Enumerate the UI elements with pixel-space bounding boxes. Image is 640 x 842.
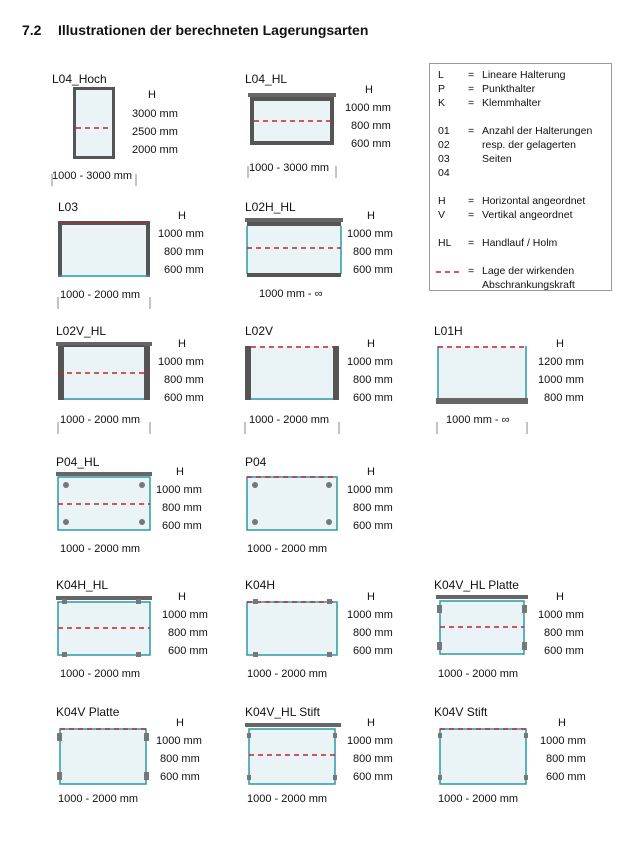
- glass-clamp-vertical-pin-icon: [434, 705, 624, 825]
- cell-title: L02V: [245, 324, 274, 338]
- diagram-cell-l04-hoch: L04_Hoch H 3000 mm 2500 mm 2000 mm 1000 - 3000 mm: [52, 72, 242, 192]
- width-range: 1000 - 2000 mm: [60, 543, 141, 555]
- diagram-cell-l02v-hl: L02V_HL H 1000 mm 800 mm 600 mm 1000 - 2000 mm: [56, 324, 246, 444]
- cell-title: L02H_HL: [245, 200, 296, 214]
- cell-title: P04: [245, 455, 267, 469]
- cell-title: K04V_HL Stift: [245, 705, 320, 719]
- width-range: 1000 - 2000 mm: [58, 793, 139, 805]
- diagram-cell-l03: L03 H 1000 mm 800 mm 600 mm 1000 - 2000 mm: [58, 200, 248, 320]
- diagram-cell-k04v-stift: K04V Stift H 1000 mm 800 mm 600 mm 1000 - 2000 mm: [434, 705, 624, 825]
- cell-title: K04H_HL: [56, 578, 109, 592]
- glass-point-four-icon: [245, 455, 435, 575]
- glass-linear-vertical-handrail-icon: [56, 324, 246, 444]
- width-range: 1000 - 2000 mm: [60, 289, 141, 301]
- glass-linear-bottom-icon: [434, 324, 624, 444]
- width-range: 1000 - 2000 mm: [438, 668, 519, 680]
- cell-title: P04_HL: [56, 455, 100, 469]
- width-range: 1000 - 2000 mm: [247, 793, 328, 805]
- cell-title: K04V Stift: [434, 705, 488, 719]
- diagram-cell-l01h: L01H H 1200 mm 1000 mm 800 mm 1000 mm - ∞: [434, 324, 624, 444]
- cell-title: K04H: [245, 578, 276, 592]
- width-range: 1000 mm - ∞: [446, 414, 510, 426]
- diagram-cell-k04h: K04H H 1000 mm 800 mm 600 mm 1000 - 2000 mm: [245, 578, 435, 698]
- width-range: 1000 - 2000 mm: [438, 793, 519, 805]
- glass-clamp-vertical-plate-icon: [56, 705, 246, 825]
- glass-linear-vertical-icon: [245, 324, 435, 444]
- diagram-cell-p04: P04 H 1000 mm 800 mm 600 mm 1000 - 2000 mm: [245, 455, 435, 575]
- cell-title: L04_Hoch: [52, 72, 107, 86]
- legend-box: L = Lineare Halterung P = Punkthalter K = Klemmhalter 01 = Anzahl der Halterungen 02 resp. der gelagerten 03 Seiten 04 H = Horizontal angeordnet V = Vertikal angeordnet HL = Handlauf / Holm = Lage der wirkenden Abschrankungskraft: [429, 63, 612, 291]
- width-range: 1000 - 2000 mm: [247, 668, 328, 680]
- width-range: 1000 - 2000 mm: [60, 414, 141, 426]
- cell-title: L01H: [434, 324, 463, 338]
- glass-linear-three-sides-icon: [58, 200, 248, 320]
- glass-clamp-horizontal-handrail-icon: [56, 578, 246, 698]
- width-range: 1000 mm - ∞: [259, 288, 323, 300]
- cell-title: L03: [58, 200, 79, 214]
- glass-linear-horizontal-handrail-icon: [245, 200, 435, 320]
- diagram-cell-l02h-hl: L02H_HL H 1000 mm 800 mm 600 mm 1000 mm - ∞: [245, 200, 435, 320]
- diagram-cell-k04h-hl: K04H_HL H 1000 mm 800 mm 600 mm 1000 - 2000 mm: [56, 578, 246, 698]
- dashed-line-icon: [436, 270, 460, 274]
- page-title: [22, 22, 368, 38]
- cell-title: L04_HL: [245, 72, 288, 86]
- width-range: 1000 - 2000 mm: [60, 668, 141, 680]
- diagram-cell-k04v-hl-platte: K04V_HL Platte H 1000 mm 800 mm 600 mm 1000 - 2000 mm: [434, 578, 624, 698]
- cell-title: K04V_HL Platte: [434, 578, 519, 592]
- diagram-cell-k04v-hl-stift: K04V_HL Stift H 1000 mm 800 mm 600 mm 1000 - 2000 mm: [245, 705, 435, 825]
- diagram-cell-l02v: L02V H 1000 mm 800 mm 600 mm 1000 - 2000 mm: [245, 324, 435, 444]
- section-title: Illustrationen der berechneten Lagerungsarten: [58, 22, 369, 38]
- diagram-cell-l04-hl: L04_HL H 1000 mm 800 mm 600 mm 1000 - 3000 mm: [245, 72, 435, 192]
- width-range: 1000 - 3000 mm: [52, 170, 133, 182]
- cell-title: K04V Platte: [56, 705, 120, 719]
- glass-linear-frame-handrail-icon: [245, 72, 435, 192]
- section-number: 7.2: [22, 22, 42, 38]
- glass-point-handrail-icon: [56, 455, 246, 575]
- width-range: 1000 - 2000 mm: [247, 543, 328, 555]
- diagram-cell-k04v-platte: K04V Platte H 1000 mm 800 mm 600 mm 1000 - 2000 mm: [56, 705, 246, 825]
- diagram-cell-p04-hl: P04_HL H 1000 mm 800 mm 600 mm 1000 - 2000 mm: [56, 455, 246, 575]
- cell-title: L02V_HL: [56, 324, 107, 338]
- glass-clamp-vertical-handrail-plate-icon: [434, 578, 624, 698]
- width-range: 1000 - 3000 mm: [249, 162, 330, 174]
- width-range: 1000 - 2000 mm: [249, 414, 330, 426]
- glass-clamp-vertical-handrail-pin-icon: [245, 705, 435, 825]
- glass-clamp-horizontal-icon: [245, 578, 435, 698]
